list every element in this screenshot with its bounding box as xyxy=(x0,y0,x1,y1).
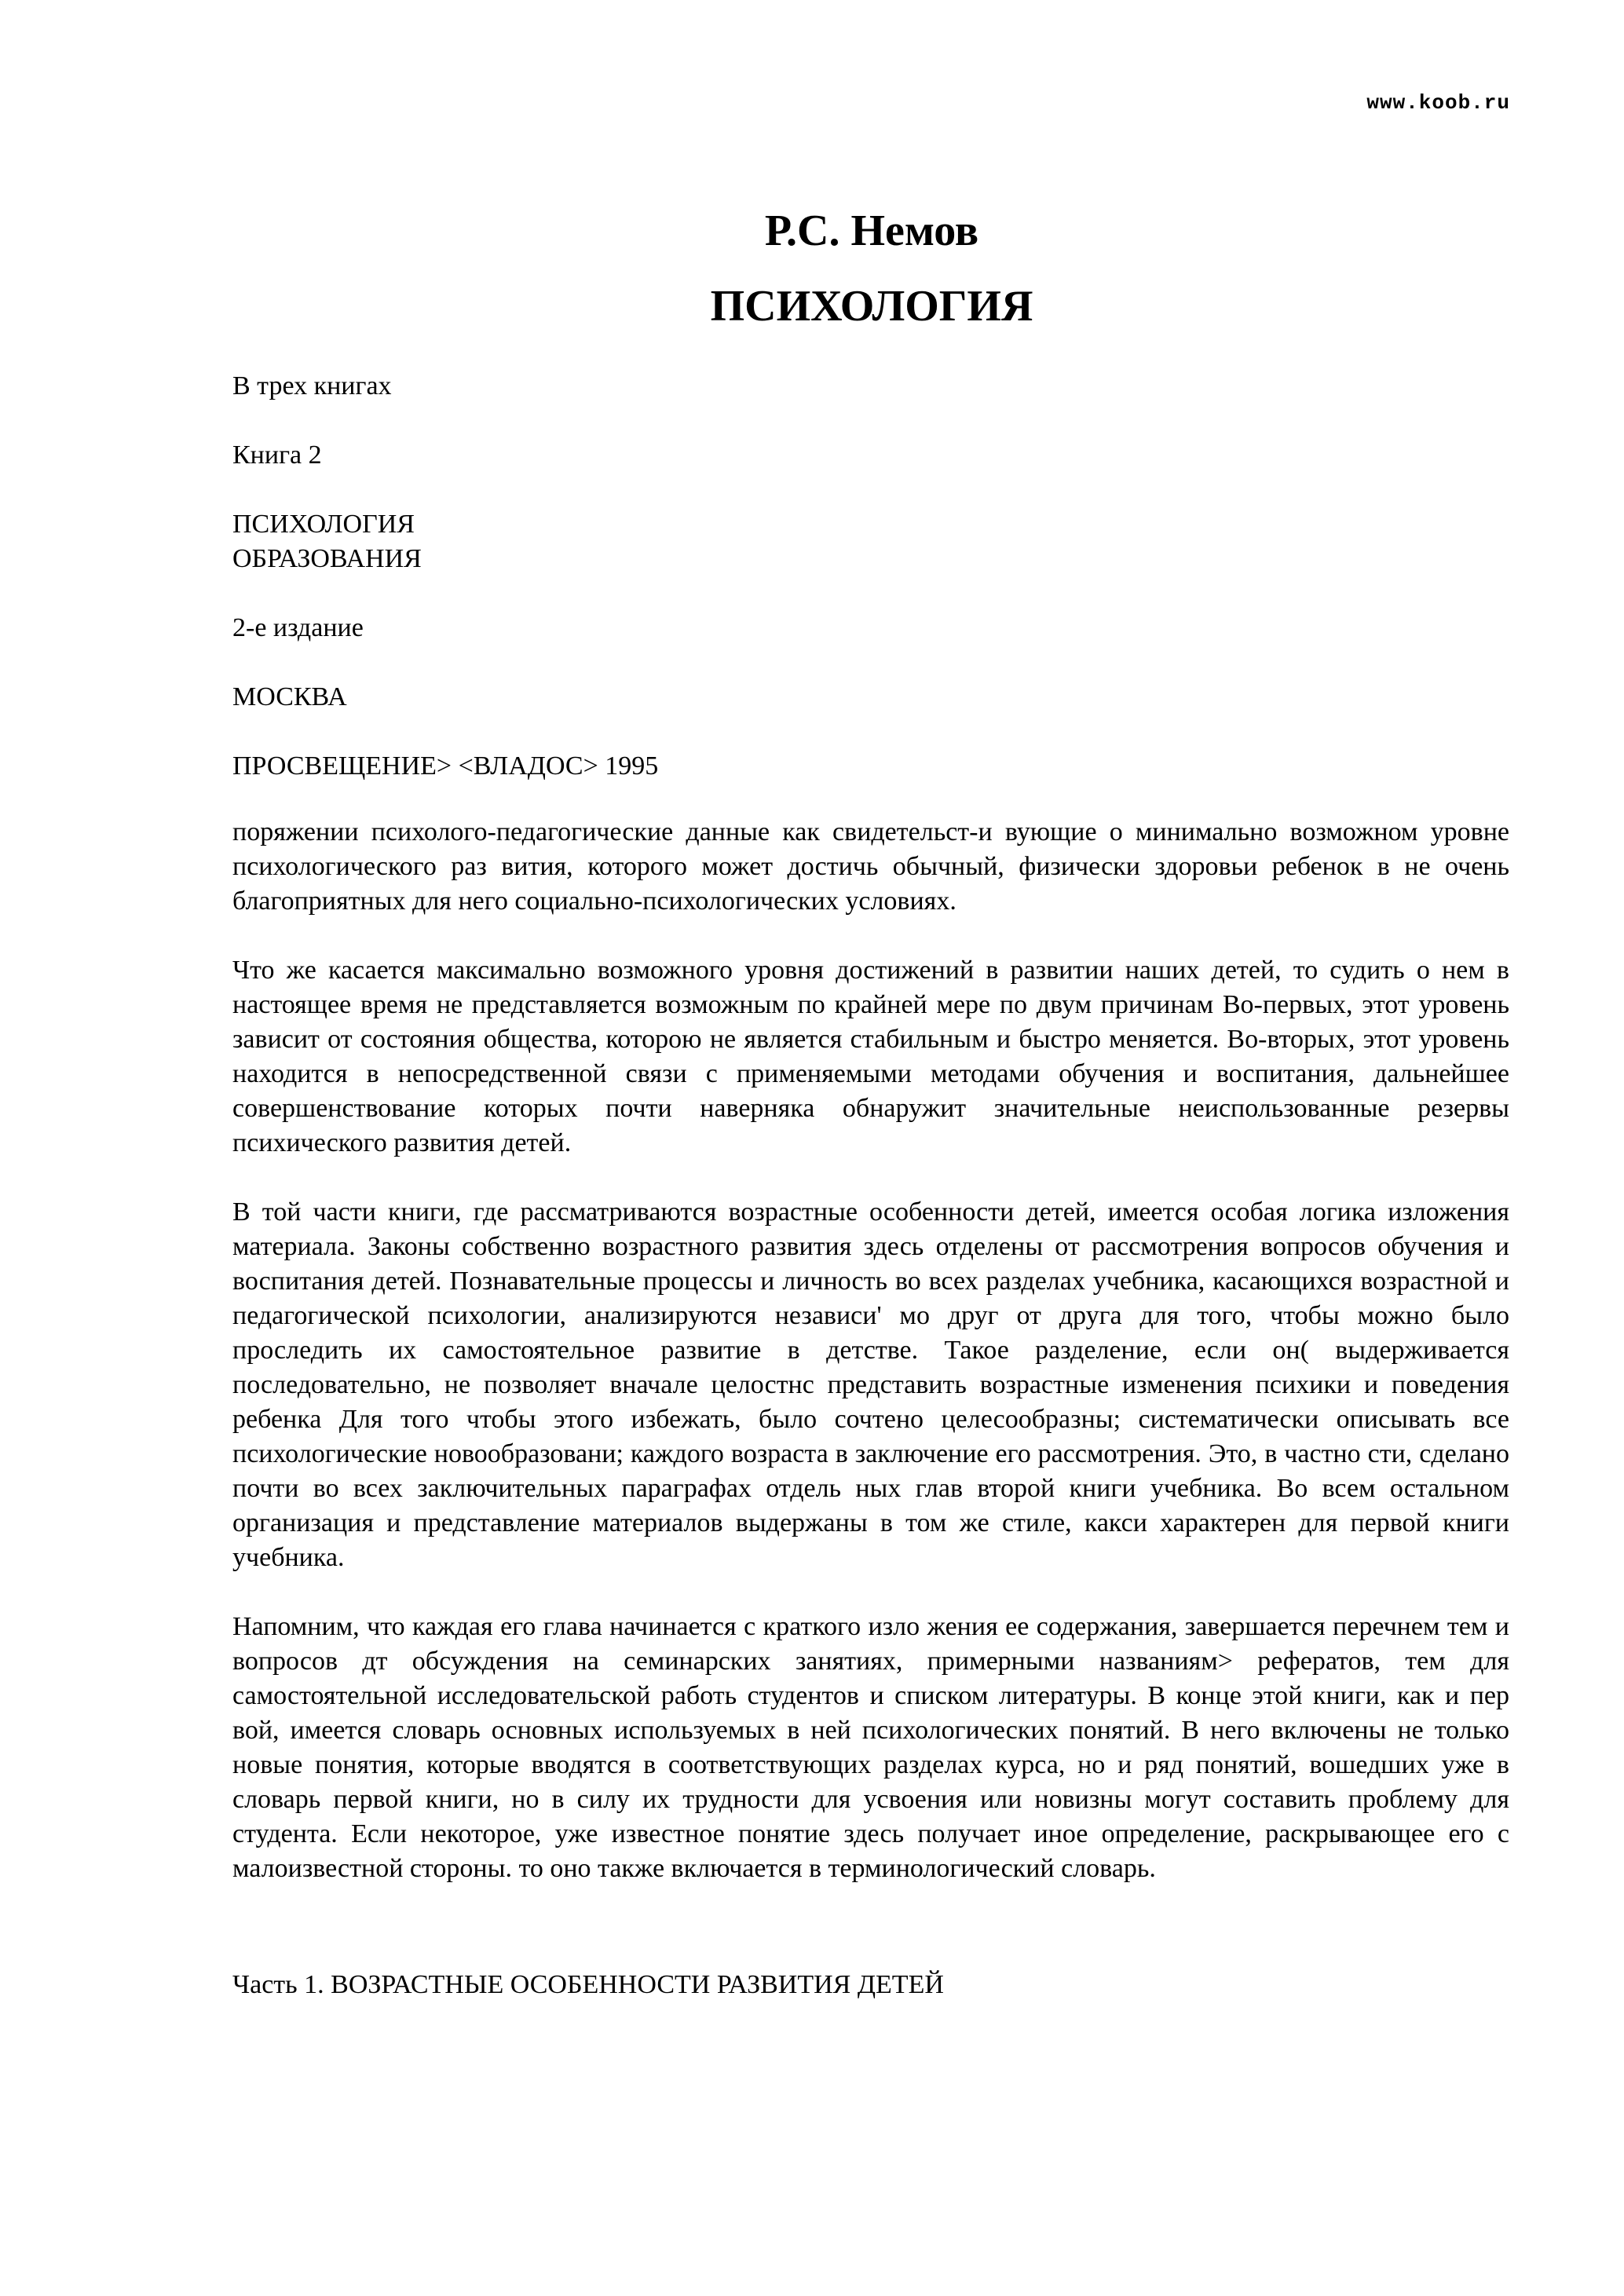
publisher-line: ПРОСВЕЩЕНИЕ> <ВЛАДОС> 1995 xyxy=(232,751,659,781)
book-title: ПСИХОЛОГИЯ xyxy=(710,282,1033,331)
book-subject: ПСИХОЛОГИЯ ОБРАЗОВАНИЯ xyxy=(232,510,422,573)
paragraph: Что же касается максимально возможного уровня достижений в развитии наших детей, то судить о нем в настоящее время не представляется возможным по крайней мере по двум причинам Во-первых, этот уровень зависит от состояния общества, которою не является стабильным и быстро меняется. Во-вторых, этот уровень находится в непосредственной связи с применяемыми методами обучения и воспитания, дальнейшее совершенствование которых почти наверняка обнаружит значительные неиспользованные резервы психического развития детей. xyxy=(232,956,1509,1157)
author-name: Р.С. Немов xyxy=(764,207,979,255)
book-number: Книга 2 xyxy=(232,441,322,470)
volumes-line: В трех книгах xyxy=(232,371,392,400)
edition-line: 2-е издание xyxy=(232,613,364,642)
document-body xyxy=(232,369,1509,2002)
paragraph: Напомним, что каждая его глава начинается с краткого изло жения ее содержания, завершается перечнем тем и вопросов дт обсуждения на семинарских занятиях, примерными названиям> рефератов, тем для самостоятельной исследовательской работь студентов и списком литературы. В конце этой книги, как и пер вой, имеется словарь основных используемых в ней психологических понятий. В него включены не только новые понятия, которые вводятся в соответствующих разделах курса, но и ряд понятий, вошедших уже в словарь первой книги, но в силу их трудности для усвоения или новизны могут составить проблему для студента. Если некоторое, уже известное понятие здесь получает иное определение, раскрывающее его с малоизвестной стороны. то оно также включается в терминологический словарь. xyxy=(232,1612,1509,1883)
city-line: МОСКВА xyxy=(232,682,347,711)
part-heading: Часть 1. ВОЗРАСТНЫЕ ОСОБЕННОСТИ РАЗВИТИЯ ДЕТЕЙ xyxy=(232,1970,944,1999)
site-url: www.koob.ru xyxy=(1366,91,1510,115)
paragraph: В той части книги, где рассматриваются возрастные особенности детей, имеется особая логика изложения материала. Законы собственно возрастного развития здесь отделены от рассмотрения вопросов обучения и воспитания детей. Познавательные процессы и личность во всех разделах учебника, касающихся возрастной и педагогической психологии, анализируются независи' мо друг от друга для того, чтобы можно было проследить их самостоятельное развитие в детстве. Такое разделение, если он( выдерживается последовательно, не позволяет вначале целостнс представить возрастные изменения психики и поведения ребенка Для того чтобы этого избежать, было сочтено целесообразны; систематически описывать все психологические новообразовани; каждого возраста в заключение его рассмотрения. Это, в частно сти, сделано почти во всех заключительных параграфах отдель ных глав второй книги учебника. Во всем остальном организация и представление материалов выдержаны в том же стиле, какси характерен для первой книги учебника. xyxy=(232,1197,1509,1572)
paragraph: поряжении психолого-педагогические данные как свидетельст-и вующие о минимально возможном уровне психологического раз вития, которого может достичь обычный, физически здоровьи ребенок в не очень благоприятных для него социально-психологических условиях. xyxy=(232,817,1509,916)
